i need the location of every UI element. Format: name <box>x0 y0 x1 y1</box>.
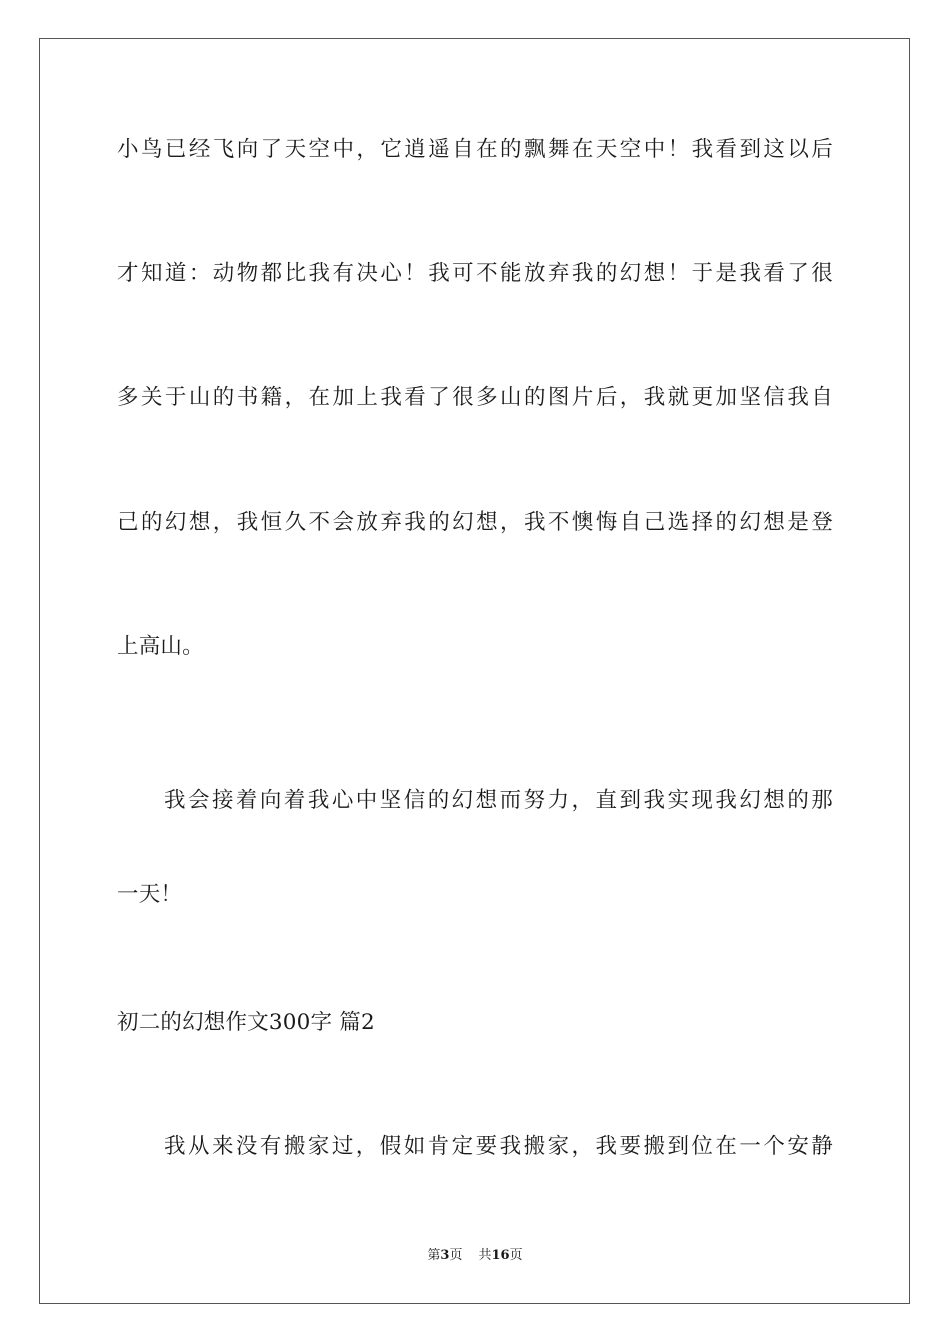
footer-page-total: 16 <box>491 1248 510 1263</box>
paragraph-3-line-1: 我从来没有搬家过，假如肯定要我搬家，我要搬到位在一个安静 <box>164 1134 833 1159</box>
footer-page-suffix: 页 <box>449 1248 463 1263</box>
page-frame <box>39 38 910 1304</box>
section-heading: 初二的幻想作文300字 篇2 <box>117 1010 375 1035</box>
paragraph-line-4: 己的幻想，我恒久不会放弃我的幻想，我不懊悔自己选择的幻想是登 <box>117 510 833 535</box>
page-footer <box>0 1247 950 1265</box>
paragraph-line-1: 小鸟已经飞向了天空中，它逍遥自在的飘舞在天空中！我看到这以后 <box>117 137 833 162</box>
paragraph-line-2: 才知道：动物都比我有决心！我可不能放弃我的幻想！于是我看了很 <box>117 261 833 286</box>
paragraph-2-line-2: 一天！ <box>117 882 183 907</box>
paragraph-2-line-1: 我会接着向着我心中坚信的幻想而努力，直到我实现我幻想的那 <box>164 788 833 813</box>
footer-page-current: 3 <box>440 1248 450 1263</box>
footer-total-suffix: 页 <box>509 1248 523 1263</box>
paragraph-line-5: 上高山。 <box>117 634 204 659</box>
footer-page-prefix: 第 <box>427 1248 441 1263</box>
footer-total-prefix: 共 <box>478 1248 492 1263</box>
paragraph-line-3: 多关于山的书籍，在加上我看了很多山的图片后，我就更加坚信我自 <box>117 385 833 410</box>
